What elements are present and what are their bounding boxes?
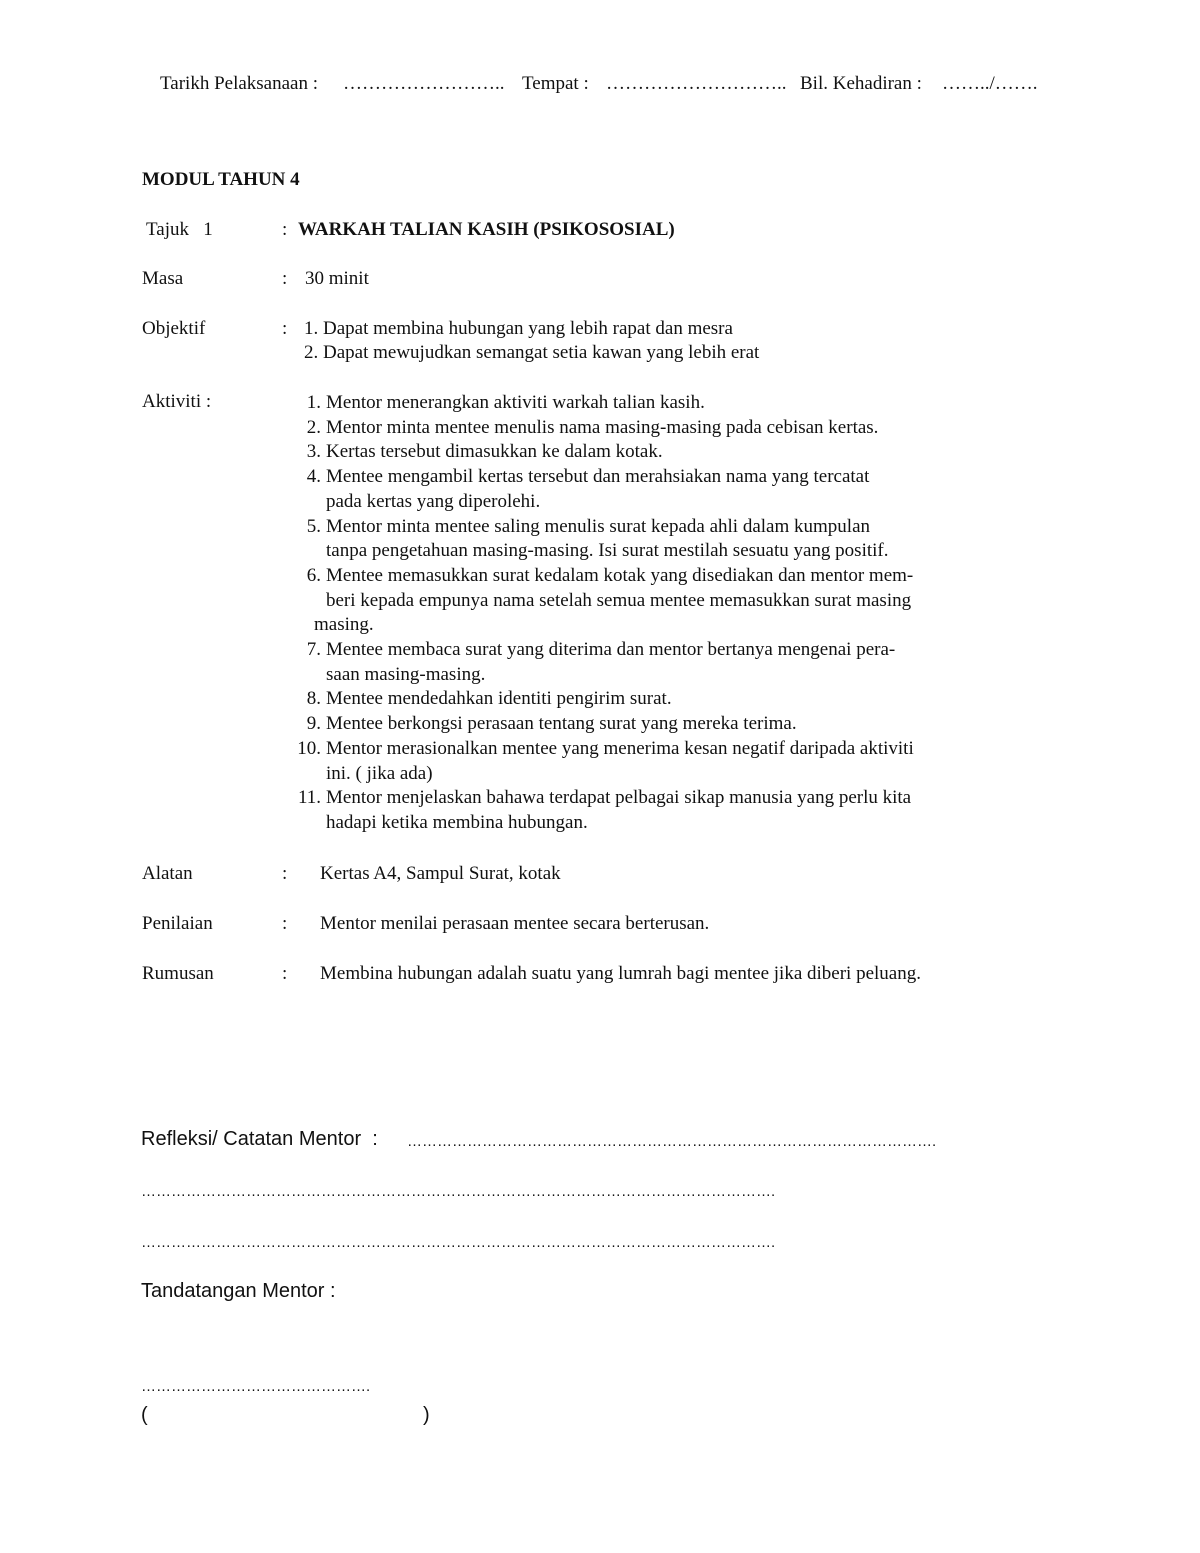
item-number: 8. xyxy=(306,688,321,710)
masa-label: Masa xyxy=(142,268,184,289)
item-number: 6. xyxy=(306,564,321,586)
kehadiran-blank: ……../……. xyxy=(942,73,1038,94)
item-number: 9. xyxy=(306,713,321,735)
module-title: MODUL TAHUN 4 xyxy=(142,169,300,190)
tarikh-blank: …………………….. xyxy=(343,73,505,94)
refleksi-label: Refleksi/ Catatan Mentor : xyxy=(141,1128,378,1150)
penilaian-value: Mentor menilai perasaan mentee secara berterusan. xyxy=(320,913,710,934)
item-number: 11. xyxy=(297,787,321,809)
item-text: Mentor menerangkan aktiviti warkah talian kasih. xyxy=(326,392,705,413)
tempat-label: Tempat : xyxy=(522,73,589,94)
objektif-item-2: 2. Dapat mewujudkan semangat setia kawan yang lebih erat xyxy=(304,342,760,363)
name-paren-close: ) xyxy=(423,1404,430,1426)
item-number: 1. xyxy=(306,392,321,413)
aktiviti-label: Aktiviti : xyxy=(142,391,212,412)
list-item xyxy=(296,440,1016,465)
objektif-colon: : xyxy=(282,318,288,339)
signature-line: ………………………………………. xyxy=(141,1378,371,1395)
tarikh-label: Tarikh Pelaksanaan : xyxy=(160,73,319,94)
list-item xyxy=(296,416,1016,441)
refleksi-blank-line-2: ………………………………………………………………………………………………………………. xyxy=(141,1183,776,1200)
masa-value: 30 minit xyxy=(305,268,369,289)
tandatangan-label: Tandatangan Mentor : xyxy=(141,1280,336,1302)
item-text: masing. xyxy=(314,614,374,636)
item-number: 2. xyxy=(306,416,321,438)
list-item xyxy=(296,638,1016,687)
item-number: 3. xyxy=(306,441,321,463)
tajuk-value: WARKAH TALIAN KASIH (PSIKOSOSIAL) xyxy=(298,219,675,240)
list-item xyxy=(296,786,1016,835)
item-number: 5. xyxy=(306,515,321,537)
name-paren-open: ( xyxy=(141,1404,148,1426)
tajuk-label: Tajuk 1 xyxy=(146,219,213,240)
item-text: Mentee mengambil kertas tersebut dan merahsiakan nama yang tercatat pada kertas yang diperolehi. xyxy=(326,466,870,512)
alatan-value: Kertas A4, Sampul Surat, kotak xyxy=(320,863,561,884)
penilaian-label: Penilaian xyxy=(142,913,213,934)
refleksi-blank-line-1: ……………………………………………………………………………………………. xyxy=(407,1133,937,1150)
kehadiran-label: Bil. Kehadiran : xyxy=(800,73,922,94)
rumusan-colon: : xyxy=(282,963,288,984)
rumusan-label: Rumusan xyxy=(142,963,214,984)
alatan-label: Alatan xyxy=(142,863,193,884)
masa-colon: : xyxy=(282,268,288,289)
refleksi-blank-line-3: ………………………………………………………………………………………………………………. xyxy=(141,1234,776,1251)
list-item-continuation xyxy=(296,613,1016,638)
list-item xyxy=(296,564,1016,613)
item-number: 4. xyxy=(306,466,321,488)
rumusan-value: Membina hubungan adalah suatu yang lumrah bagi mentee jika diberi peluang. xyxy=(320,963,921,984)
item-text: Mentee berkongsi perasaan tentang surat yang mereka terima. xyxy=(326,713,797,735)
tajuk-colon: : xyxy=(282,219,288,240)
item-text: Kertas tersebut dimasukkan ke dalam kotak. xyxy=(326,441,663,463)
list-item xyxy=(296,515,1016,564)
item-text: Mentee mendedahkan identiti pengirim surat. xyxy=(326,688,672,710)
objektif-item-1: 1. Dapat membina hubungan yang lebih rapat dan mesra xyxy=(304,318,733,339)
item-number: 10. xyxy=(297,737,321,759)
list-item xyxy=(296,687,1016,712)
item-text: Mentee membaca surat yang diterima dan mentor bertanya mengenai pera- saan masing-masing. xyxy=(326,639,896,685)
list-item xyxy=(296,391,1016,416)
item-text: Mentor minta mentee saling menulis surat kepada ahli dalam kumpulan tanpa pengetahuan masing-masing. Isi surat mestilah sesuatu yang positif. xyxy=(326,515,889,562)
tempat-blank: ……………………….. xyxy=(606,73,787,94)
list-item xyxy=(296,465,1016,514)
item-number: 7. xyxy=(306,639,321,661)
item-text: Mentor menjelaskan bahawa terdapat pelbagai sikap manusia yang perlu kita hadapi ketika membina hubungan. xyxy=(326,787,912,833)
penilaian-colon: : xyxy=(282,913,288,934)
list-item xyxy=(296,737,1016,786)
item-text: Mentor minta mentee menulis nama masing-masing pada cebisan kertas. xyxy=(326,416,879,438)
aktiviti-list xyxy=(296,391,1016,836)
item-text: Mentee memasukkan surat kedalam kotak yang disediakan dan mentor mem- beri kepada empunya nama setelah semua mentee memasukkan surat masing xyxy=(326,564,914,611)
objektif-label: Objektif xyxy=(142,318,206,339)
list-item xyxy=(296,712,1016,737)
alatan-colon: : xyxy=(282,863,288,884)
item-text: Mentor merasionalkan mentee yang menerima kesan negatif daripada aktiviti ini. ( jika ada) xyxy=(326,737,914,784)
